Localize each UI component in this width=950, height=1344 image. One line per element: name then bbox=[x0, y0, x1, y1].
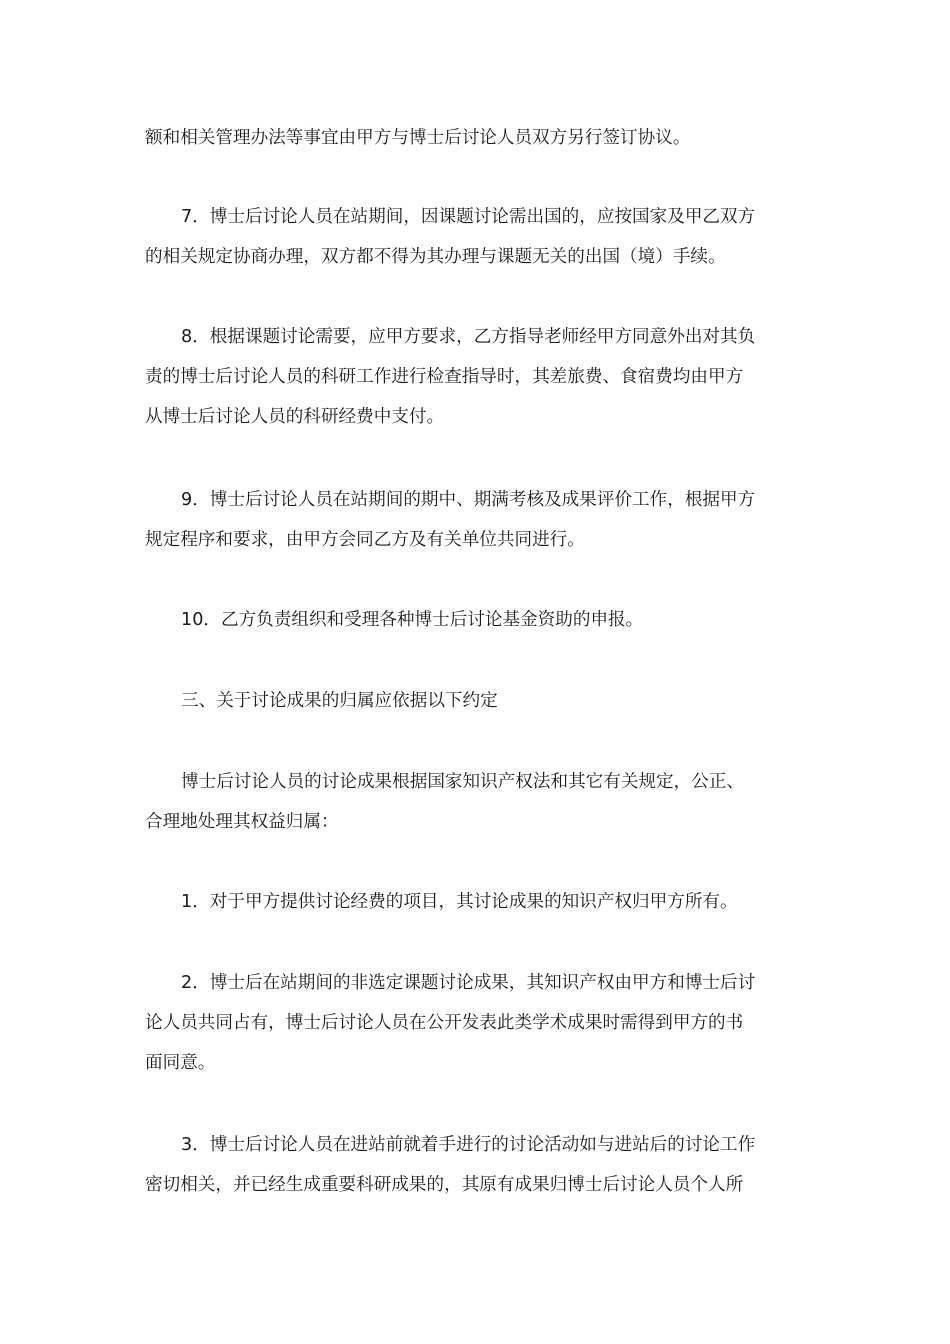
text-line: 额和相关管理办法等事宜由甲方与博士后讨论人员双方另行签订协议。 bbox=[145, 128, 691, 148]
paragraph-section-3-item-2 bbox=[145, 963, 813, 1083]
text-line: 10．乙方负责组织和受理各种博士后讨论基金资助的申报。 bbox=[181, 610, 644, 630]
text-line: 从博士后讨论人员的科研经费中支付。 bbox=[145, 407, 445, 427]
text-line: 合理地处理其权益归属： bbox=[145, 812, 339, 832]
text-line: 9．博士后讨论人员在站期间的期中、期满考核及成果评价工作，根据甲方 bbox=[181, 490, 756, 510]
text-line: 的相关规定协商办理，双方都不得为其办理与课题无关的出国（境）手续。 bbox=[145, 247, 726, 267]
paragraph-section-3-intro bbox=[145, 762, 813, 842]
text-line: 2．博士后在站期间的非选定课题讨论成果，其知识产权由甲方和博士后讨 bbox=[181, 973, 756, 993]
text-line: 论人员共同占有，博士后讨论人员在公开发表此类学术成果时需得到甲方的书 bbox=[145, 1013, 744, 1033]
text-line: 1．对于甲方提供讨论经费的项目，其讨论成果的知识产权归甲方所有。 bbox=[181, 892, 738, 912]
text-line: 规定程序和要求，由甲方会同乙方及有关单位共同进行。 bbox=[145, 530, 585, 550]
text-line: 面同意。 bbox=[145, 1053, 216, 1073]
paragraph-section-3-item-1 bbox=[145, 882, 813, 922]
text-line: 8．根据课题讨论需要，应甲方要求，乙方指导老师经甲方同意外出对其负 bbox=[181, 327, 756, 347]
paragraph-continuation bbox=[145, 118, 813, 158]
paragraph-item-10 bbox=[145, 600, 813, 640]
paragraph-section-3-item-3 bbox=[145, 1125, 813, 1205]
text-line: 博士后讨论人员的讨论成果根据国家知识产权法和其它有关规定，公正、 bbox=[181, 772, 745, 792]
paragraph-item-7 bbox=[145, 197, 813, 277]
text-line: 责的博士后讨论人员的科研工作进行检查指导时，其差旅费、食宿费均由甲方 bbox=[145, 367, 744, 387]
section-heading-3 bbox=[145, 681, 813, 721]
text-line: 3．博士后讨论人员在进站前就着手进行的讨论活动如与进站后的讨论工作 bbox=[181, 1135, 756, 1155]
text-line: 三、关于讨论成果的归属应依据以下约定 bbox=[181, 691, 498, 711]
text-line: 7．博士后讨论人员在站期间，因课题讨论需出国的，应按国家及甲乙双方 bbox=[181, 207, 756, 227]
text-line: 密切相关，并已经生成重要科研成果的，其原有成果归博士后讨论人员个人所 bbox=[145, 1175, 744, 1195]
paragraph-item-9 bbox=[145, 480, 813, 560]
paragraph-item-8 bbox=[145, 317, 813, 437]
